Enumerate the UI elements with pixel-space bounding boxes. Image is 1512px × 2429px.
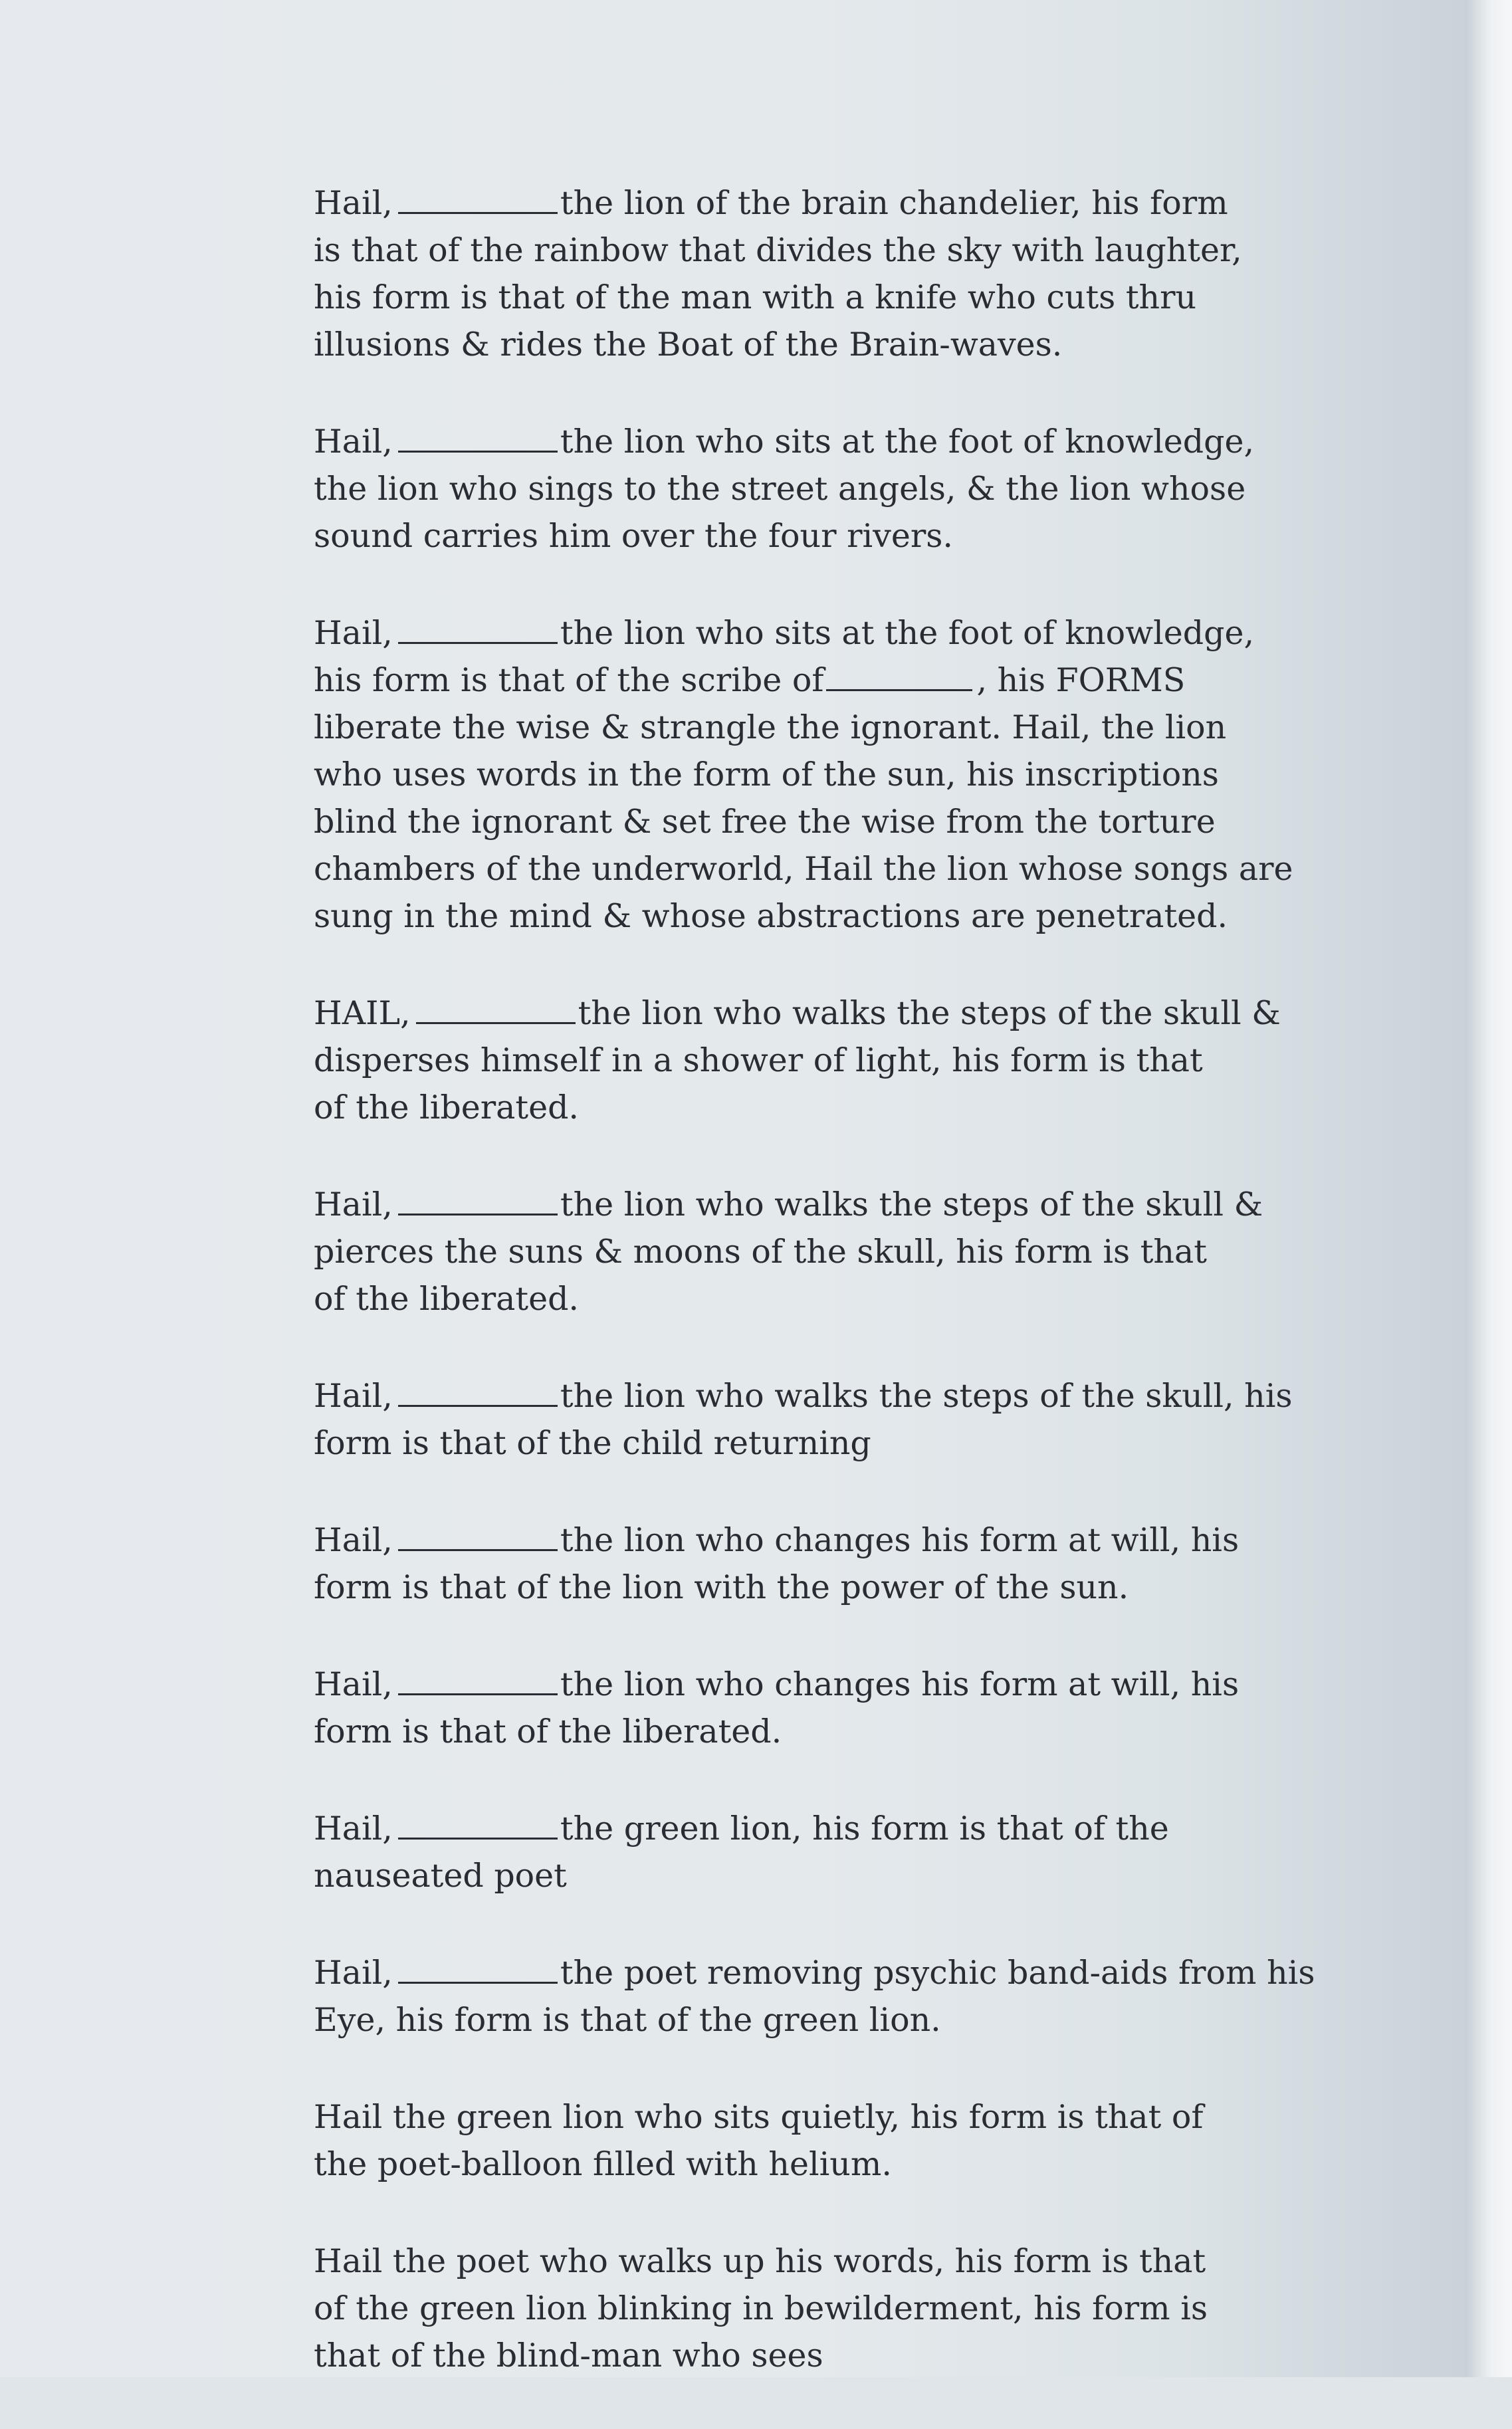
line-text: liberate the wise & strangle the ignorant. Hail, the lion [314, 708, 1227, 746]
stanza [314, 1661, 1297, 1755]
fill-in-blank [398, 1812, 558, 1840]
line-text: his form is that of the man with a knife who cuts thru [314, 278, 1197, 316]
poem-line [314, 418, 1297, 465]
fill-in-blank [398, 1956, 558, 1984]
poem-line [314, 2141, 1297, 2188]
poem-line [314, 657, 1297, 704]
line-lead: his form is that of the scribe of [314, 661, 824, 699]
stanza [314, 2238, 1297, 2379]
line-text: the lion who changes his form at will, his [560, 1521, 1240, 1559]
poem-line [314, 893, 1297, 940]
poem-line [314, 1708, 1297, 1755]
poem-line [314, 609, 1297, 657]
line-text: the lion who walks the steps of the skull & [578, 994, 1281, 1032]
line-text: illusions & rides the Boat of the Brain-waves. [314, 326, 1063, 364]
line-text: chambers of the underworld, Hail the lion whose songs are [314, 850, 1293, 888]
stanza [314, 1517, 1297, 1611]
poem-line [314, 1949, 1315, 1996]
line-text: sung in the mind & whose abstractions are penetrated. [314, 897, 1228, 935]
poem-line [314, 1517, 1297, 1564]
line-text: Hail the green lion who sits quietly, his form is that of [314, 2098, 1204, 2136]
line-lead: Hail, [314, 1377, 393, 1415]
poem-body [314, 179, 1315, 2429]
line-lead: Hail, [314, 1665, 393, 1703]
line-text: the lion who sings to the street angels, & the lion whose [314, 470, 1246, 508]
line-lead: Hail, [314, 1521, 393, 1559]
fill-in-blank [398, 425, 558, 453]
poem-line [314, 751, 1297, 798]
poem-line [314, 1996, 1297, 2044]
line-text: who uses words in the form of the sun, his inscriptions [314, 756, 1219, 793]
line-text: the lion who walks the steps of the skull & [560, 1186, 1263, 1223]
line-text: of the green lion blinking in bewilderment, his form is [314, 2289, 1208, 2327]
stanza [314, 1181, 1297, 1322]
fill-in-blank [398, 1188, 558, 1215]
line-text: blind the ignorant & set free the wise from the torture [314, 803, 1216, 841]
stanza [314, 418, 1297, 560]
fill-in-blank [398, 1668, 558, 1695]
line-text: the lion who sits at the foot of knowledge, [560, 614, 1255, 652]
poem-line [314, 1275, 1297, 1322]
line-text: the poet removing psychic band-aids from his [560, 1954, 1315, 1992]
poem-line [314, 227, 1297, 274]
line-text: of the liberated. [314, 1089, 580, 1126]
line-text: disperses himself in a shower of light, his form is that [314, 1041, 1203, 1079]
poem-line [314, 2332, 1297, 2379]
line-lead: HAIL, [314, 994, 411, 1032]
fill-in-blank [398, 617, 558, 644]
poem-line [314, 1084, 1297, 1131]
line-text: form is that of the lion with the power of the sun. [314, 1568, 1129, 1606]
line-text: , his FORMS [976, 661, 1186, 699]
line-lead: Hail, [314, 184, 393, 222]
poem-line [314, 1181, 1297, 1228]
poem-line [314, 1805, 1297, 1852]
poem-line [314, 274, 1297, 321]
poem-line [314, 1228, 1297, 1275]
line-text: of the liberated. [314, 1280, 580, 1318]
poem-line [314, 798, 1297, 845]
line-text: Hail the poet who walks up his words, his form is that [314, 2242, 1206, 2280]
poem-line [314, 2285, 1297, 2332]
poem-line [314, 2093, 1297, 2141]
line-text: form is that of the child returning [314, 1424, 871, 1462]
poem-line [314, 321, 1297, 368]
line-lead: Hail, [314, 614, 393, 652]
line-lead: Hail, [314, 1810, 393, 1848]
poem-line [314, 1420, 1297, 1467]
fill-in-blank [398, 1380, 558, 1407]
line-lead: Hail, [314, 1954, 393, 1992]
line-text: sound carries him over the four rivers. [314, 517, 953, 555]
line-text: form is that of the liberated. [314, 1713, 782, 1750]
stanza [314, 1805, 1297, 1899]
line-lead: Hail, [314, 1186, 393, 1223]
poem-line [314, 512, 1297, 560]
fill-in-blank [398, 1524, 558, 1551]
line-text: Eye, his form is that of the green lion. [314, 2001, 941, 2039]
stanza [314, 2093, 1297, 2188]
line-lead: Hail, [314, 423, 393, 461]
stanza [314, 1949, 1315, 2044]
poem-line [314, 1661, 1297, 1708]
stanza [314, 179, 1297, 368]
poem-line [314, 2238, 1297, 2285]
line-text: the lion of the brain chandelier, his form [560, 184, 1228, 222]
poem-line [314, 990, 1297, 1037]
stanza [314, 1372, 1297, 1467]
line-text: is that of the rainbow that divides the sky with laughter, [314, 231, 1242, 269]
page-edge [1465, 0, 1512, 2377]
line-text: pierces the suns & moons of the skull, his form is that [314, 1233, 1207, 1271]
poem-line [314, 1852, 1297, 1899]
poem-line [314, 1037, 1297, 1084]
fill-in-blank [826, 664, 972, 691]
line-text: nauseated poet [314, 1857, 567, 1895]
line-text: the green lion, his form is that of the [560, 1810, 1169, 1848]
line-text: the poet-balloon filled with helium. [314, 2145, 892, 2183]
line-text: the lion who sits at the foot of knowledge, [560, 423, 1255, 461]
stanza [314, 990, 1297, 1131]
poem-line [314, 1372, 1297, 1420]
poem-line [314, 179, 1297, 227]
poem-line [314, 845, 1297, 893]
poem-line [314, 704, 1297, 751]
poem-line [314, 465, 1297, 512]
poem-line [314, 1564, 1297, 1611]
stanza [314, 609, 1297, 940]
line-text: the lion who changes his form at will, his [560, 1665, 1240, 1703]
fill-in-blank [398, 187, 558, 214]
line-text: the lion who walks the steps of the skull, his [560, 1377, 1293, 1415]
fill-in-blank [416, 997, 576, 1024]
line-text: that of the blind-man who sees [314, 2337, 823, 2375]
